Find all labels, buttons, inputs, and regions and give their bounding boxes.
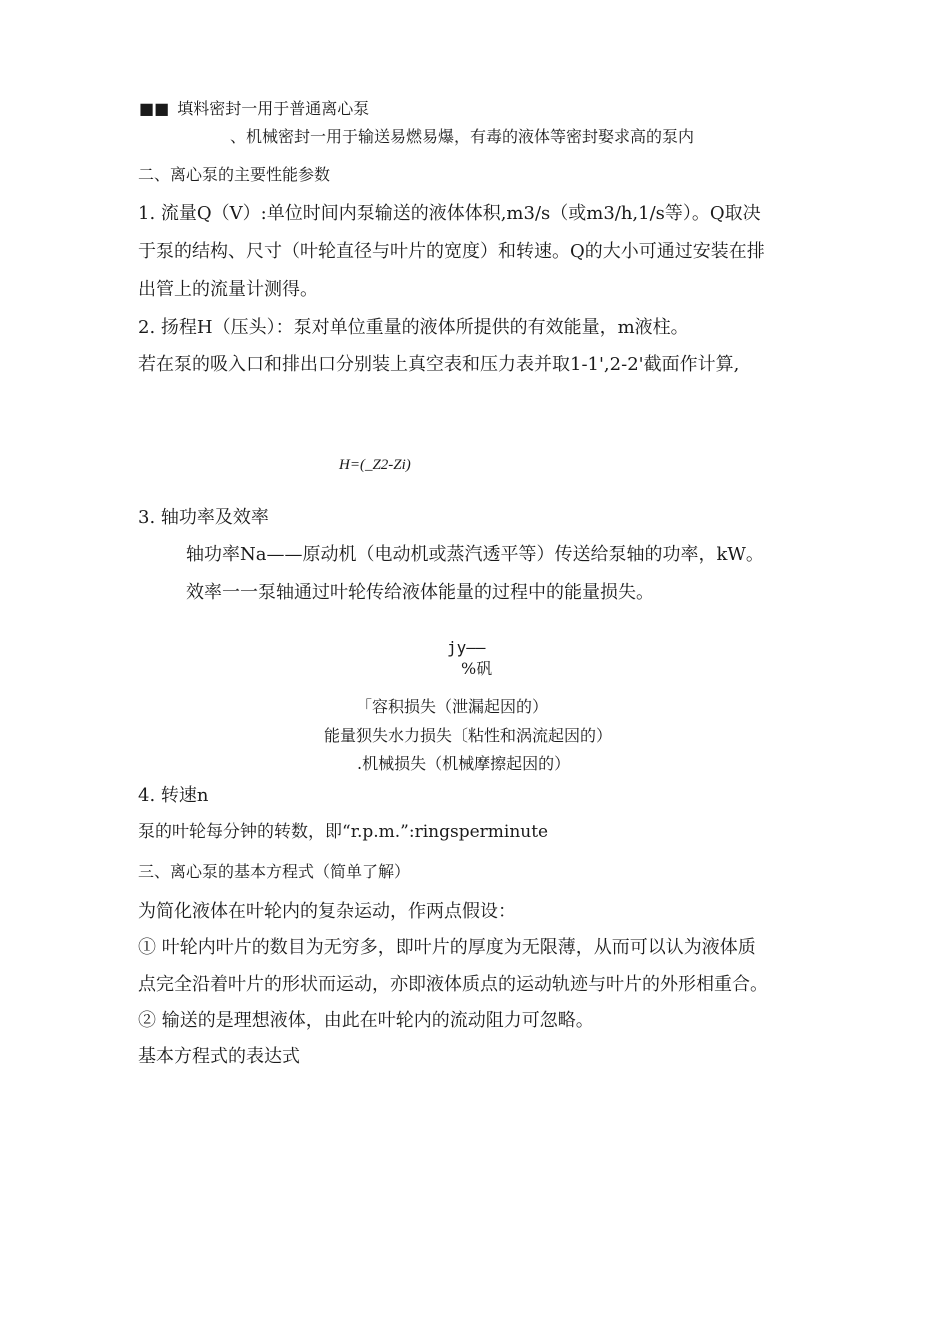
item-1-line-2: 于泵的结构、尺寸（叶轮直径与叶片的宽度）和转速。Q的大小可通过安装在排 (138, 241, 765, 262)
section-3-line-3: 点完全沿着叶片的形状而运动，亦即液体质点的运动轨迹与叶片的外形相重合。 (138, 974, 768, 995)
item-2-line-2: 若在泵的吸入口和排出口分别装上真空表和压力表并取1-1',2-2'截面作计算, (138, 354, 740, 375)
head-formula: H=(_Z2-Zi) (339, 457, 411, 473)
seal-line-2: 、机械密封一用于输送易燃易爆，有毒的液体等密封娶求高的泵内 (230, 127, 695, 146)
item-2-line-1: 2. 扬程H（压头）：泵对单位重量的液体所提供的有效能量，m液柱。 (138, 317, 689, 338)
loss-line-2: 能量狈失水力损失〔粘性和涡流起因的） (324, 726, 613, 745)
section-3-line-1: 为简化液体在叶轮内的复杂运动，作两点假设： (138, 901, 516, 922)
item-4-line-1: 泵的叶轮每分钟的转数，即“r.p.m.”:ringsperminute (138, 822, 549, 842)
section-3-line-2: ① 叶轮内叶片的数目为无穷多，即叶片的厚度为无限薄，从而可以认为液体质 (138, 937, 756, 958)
loss-line-1: 「容积损失（泄漏起因的） (356, 697, 549, 716)
item-3-line-2: 效率一一泵轴通过叶轮传给液体能量的过程中的能量损失。 (186, 582, 654, 603)
garbled-marks: ■■ (139, 99, 170, 118)
efficiency-formula-bottom: %矾 (461, 659, 493, 678)
section-3-heading: 三、离心泵的基本方程式（简单了解） (138, 862, 411, 881)
item-4-heading: 4. 转速n (138, 785, 209, 806)
packing-seal-text: 填料密封一用于普通离心泵 (177, 99, 370, 118)
section-2-heading: 二、离心泵的主要性能参数 (138, 165, 331, 184)
section-3-line-4: ② 输送的是理想液体，由此在叶轮内的流动阻力可忽略。 (138, 1010, 594, 1031)
loss-line-3: .机械损失（机械摩擦起因的） (357, 754, 571, 773)
item-3-heading: 3. 轴功率及效率 (138, 507, 269, 528)
item-1-line-3: 出管上的流量计测得。 (138, 279, 318, 300)
item-1-line-1: 1. 流量Q（V）:单位时间内泵输送的液体体积,m3/s（或m3/h,1/s等）。Q取决 (138, 203, 761, 224)
section-3-line-5: 基本方程式的表达式 (138, 1046, 300, 1067)
efficiency-formula-top: jy—— (447, 638, 486, 657)
item-3-line-1: 轴功率Na——原动机（电动机或蒸汽透平等）传送给泵轴的功率，kW。 (186, 544, 764, 565)
seal-line-1 (139, 101, 369, 117)
